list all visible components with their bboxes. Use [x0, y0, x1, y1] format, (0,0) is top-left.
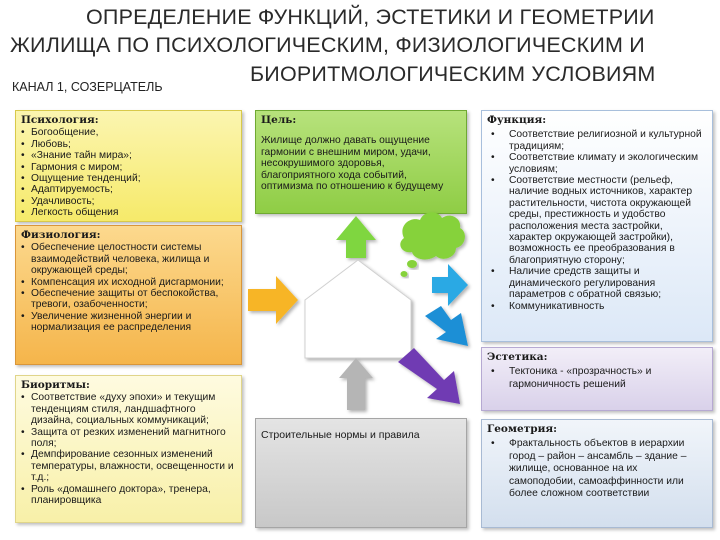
psychology-heading: Психология:: [21, 114, 99, 126]
list-item: • Гармония с миром;: [21, 162, 236, 173]
physiology-heading: Физиология:: [21, 229, 101, 241]
cloud-puff-icon: [401, 271, 408, 277]
list-item: • Обеспечение целостности системы взаимодействий человека, жилища и окружающей среды;: [21, 242, 236, 276]
function-heading: Функция:: [487, 114, 547, 126]
list-item: • Легкость общения: [21, 207, 236, 218]
list-item: • Компенсация их исходной дисгармонии;: [21, 277, 236, 288]
up-arrow-icon: [336, 216, 376, 258]
list-item: • Защита от резких изменений магнитного поля;: [21, 427, 236, 450]
aesthetics-heading: Эстетика:: [487, 351, 548, 363]
house-icon: [305, 260, 411, 358]
down-right-arrow-icon: [425, 306, 468, 346]
down-arrow-icon: [339, 358, 373, 410]
building-norms-text: Строительные нормы и правила: [261, 429, 420, 441]
list-item: • Коммуникативность: [487, 301, 707, 312]
list-item: • Соответствие климату и экологическим условиям;: [487, 152, 707, 175]
list-item: • Демпфирование сезонных изменений температуры, влажности, освещенности и т.д.;: [21, 449, 236, 483]
diagonal-arrow-icon: [398, 348, 460, 404]
biorhythms-heading: Биоритмы:: [21, 379, 90, 391]
list-item: • Удачливость;: [21, 196, 236, 207]
list-item: • Соответствие религиозной и культурной традициям;: [487, 129, 707, 152]
list-item: • Тектоника - «прозрачность» и гармоничность решений: [487, 366, 707, 391]
title-line-2: ЖИЛИЩА ПО ПСИХОЛОГИЧЕСКИМ, ФИЗИОЛОГИЧЕСКИМ И: [10, 33, 645, 57]
list-item: • Обеспечение защиты от беспокойства, тревоги, озабоченности;: [21, 288, 236, 311]
channel-label: КАНАЛ 1, СОЗЕРЦАТЕЛЬ: [12, 80, 163, 94]
list-item: • Роль «домашнего доктора», тренера, планировщика: [21, 484, 236, 507]
list-item: • Любовь;: [21, 139, 236, 150]
list-item: • «Знание тайн мира»;: [21, 150, 236, 161]
goal-text: Жилище должно давать ощущение гармонии с внешним миром, удачи, несокрушимого здоровья, благоприятного хода событий, оптимизма по отношению к будущему: [261, 135, 444, 193]
goal-heading: Цель:: [261, 114, 297, 126]
list-item: • Ощущение тенденций;: [21, 173, 236, 184]
right-arrow-icon: [432, 264, 468, 306]
list-item: • Фрактальность объектов в иерархии город – район – ансамбль – здание – жилище, основанное на их самоподобии, самоаффинности или более сложном соответствии: [487, 438, 707, 500]
title-line-3: БИОРИТМОЛОГИЧЕСКИМ УСЛОВИЯМ: [250, 62, 656, 86]
list-item: • Адаптируемость;: [21, 184, 236, 195]
list-item: • Увеличение жизненной энергии и нормализация ее распределения: [21, 311, 236, 334]
list-item: • Наличие средств защиты и динамического регулирования параметров с обратной связью;: [487, 266, 707, 300]
list-item: • Соответствие местности (рельеф, наличие водных источников, характер растительности, чистота окружающей среды, престижность и удобство расположения места застройки, характер окружающей застройки), возможность ее преобразования в благоприятную сторону;: [487, 175, 707, 266]
title-line-1: ОПРЕДЕЛЕНИЕ ФУНКЦИЙ, ЭСТЕТИКИ И ГЕОМЕТРИИ: [86, 5, 655, 29]
geometry-heading: Геометрия:: [487, 423, 558, 435]
cloud-puff-icon: [407, 260, 417, 268]
right-arrow-icon: [248, 276, 298, 324]
list-item: • Соответствие «духу эпохи» и текущим тенденциям стиля, ландшафтного дизайна, социальных коммуникаций;: [21, 392, 236, 426]
list-item: • Богообщение,: [21, 127, 236, 138]
cloud-icon: [400, 212, 465, 259]
